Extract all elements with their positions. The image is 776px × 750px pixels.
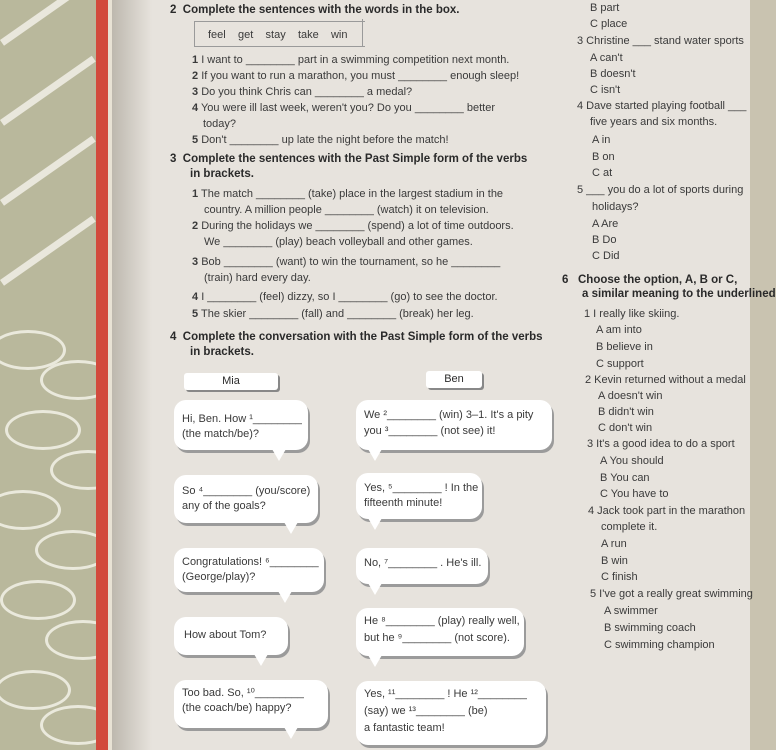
question-cont: five years and six months. xyxy=(590,116,718,128)
question: 3 Christine ___ stand water sports xyxy=(577,35,744,47)
ben-bubble: Yes, ¹¹________ ! He ¹²________ (say) we ¹³________ (be) a fantastic team! xyxy=(356,681,546,745)
option: B swimming coach xyxy=(604,622,696,634)
ex2-item-1: 1 I want to ________ part in a swimming competition next month. xyxy=(192,54,510,66)
option: C place xyxy=(590,18,628,30)
mia-bubble: Hi, Ben. How ¹________ (the match/be)? xyxy=(174,400,308,450)
ex2-item-5: 5 Don't ________ up late the night before the match! xyxy=(192,134,449,146)
option: A can't xyxy=(590,52,623,64)
book-edge xyxy=(96,0,108,750)
ex3-line: 4 I ________ (feel) dizzy, so I ________ (go) to see the doctor. xyxy=(192,291,498,303)
option: B didn't win xyxy=(598,406,654,418)
speaker-mia: Mia xyxy=(184,373,278,390)
option: B Do xyxy=(592,234,617,246)
ex3-line: 5 The skier ________ (fall) and ________ (break) her leg. xyxy=(192,308,474,320)
mia-bubble: Congratulations! ⁶________ (George/play)? xyxy=(174,548,324,592)
ex3-line: country. A million people ________ (watch) it on television. xyxy=(204,204,489,216)
option: A doesn't win xyxy=(598,390,663,402)
option: C swimming champion xyxy=(604,639,715,651)
question: 2 Kevin returned without a medal xyxy=(585,374,746,386)
option: A You should xyxy=(600,455,664,467)
question: 3 It's a good idea to do a sport xyxy=(587,438,735,450)
option: A am into xyxy=(596,324,642,336)
ex3-line: We ________ (play) beach volleyball and other games. xyxy=(204,236,473,248)
option: C finish xyxy=(601,571,638,583)
option: B believe in xyxy=(596,341,653,353)
mia-bubble: How about Tom? xyxy=(174,617,288,655)
ex2-item-4: 4 You were ill last week, weren't you? Do you ________ better xyxy=(192,102,495,114)
ex3-line: (train) hard every day. xyxy=(204,272,311,284)
option: B doesn't xyxy=(590,68,636,80)
ex2-item-4-cont: today? xyxy=(203,118,237,130)
question: 4 Jack took part in the marathon xyxy=(588,505,746,517)
option: C Did xyxy=(592,250,620,262)
ex2-item-3: 3 Do you think Chris can ________ a medal? xyxy=(192,86,413,98)
option: A Are xyxy=(592,218,619,230)
question: 4 Dave started playing football ___ xyxy=(577,100,747,112)
question: 1 I really like skiing. xyxy=(584,308,680,320)
ex3-line: 3 Bob ________ (want) to win the tournament, so he ________ xyxy=(192,256,501,268)
option: C isn't xyxy=(590,84,621,96)
ben-bubble: Yes, ⁵________ ! In the fifteenth minute! xyxy=(356,473,482,519)
ben-bubble: He ⁸________ (play) really well, but he ⁹________ (not score). xyxy=(356,608,524,656)
question-cont: holidays? xyxy=(592,201,639,213)
ex4-title: 4 Complete the conversation with the Past Simple form of the verbs xyxy=(170,331,543,343)
word-box-words: feel get stay take win xyxy=(208,29,348,41)
option: C You have to xyxy=(600,488,669,500)
ben-bubble: No, ⁷________ . He's ill. xyxy=(356,548,488,584)
question-cont: complete it. xyxy=(601,521,658,533)
ex2-title: 2 Complete the sentences with the words in the box. xyxy=(170,4,460,16)
option: B part xyxy=(590,2,620,14)
mia-bubble: Too bad. So, ¹⁰________ (the coach/be) happy? xyxy=(174,680,328,728)
option: B You can xyxy=(600,472,650,484)
option: C support xyxy=(596,358,644,370)
ex6-title: 6 Choose the option, A, B or C, xyxy=(562,274,738,286)
textbook-page: 2 Complete the sentences with the words in the box. feel get stay take win 1 I want to ________ part in a swimming competition next month. 2 If you want to run a marathon, you must ________ enough sleep! 3 Do you think Chris can ________ a medal? 4 You were ill last week, weren't you? Do you ________ better today? 5 Don't ________ up late the night before the match! 3 Complete the sentences with the Past Simple form of the verbs in brackets. 1 The match ________ (take) place in the largest stadium in the country. A million people ________ (watch) it on television. 2 During the holidays we ________ (spend) a lot of time outdoors. We ________ (play) beach volleyball and other games. 3 Bob ________ (want) to win the tournament, so he ________ (train) hard every day. 4 I ________ (feel) dizzy, so I ________ (go) to see the doctor. 5 The skier ________ (fall) and ________ (break) her leg. 4 Complete the conversation with the Past Simple form of the verbs in brackets. Mia Ben Hi, Ben. How ¹________ (the match/be)? So ⁴________ (you/score) any of the goals? Congratulations! ⁶________ (George/play)? How about Tom? Too bad. So, ¹⁰________ (the coach/be) happy? We ²________ (win) 3–1. It's a pity you ³________ (not see) it! Yes, ⁵________ ! In the fifteenth minute! No, ⁷________ . He's ill. He ⁸________ (play) really well, but he ⁹________ (not score). Yes, ¹¹________ ! He ¹²________ (say) we ¹³________ (be) a fantastic team! B part C place 3 Christine ___ stand water sports A can't B doesn't C isn't 4 Dave started playing football ___ five years and six months. A in B on C at 5 ___ you do a lot of sports during holidays? A Are B Do C Did 6 Choose the option, A, B or C, a similar meaning to the underlined 1 I really like skiing. A am into B believe in C support 2 Kevin returned without a medal A doesn't win B didn't win C don't win 3 It's a good idea to do a sport A You should B You can C You have to 4 Jack took part in the marathon complete it. A run B win C finish 5 I've got a really great swimming A swimmer B swimming coach C swimming champion xyxy=(112,0,750,750)
speaker-ben: Ben xyxy=(426,371,482,388)
option: B win xyxy=(601,555,628,567)
option: A swimmer xyxy=(604,605,658,617)
option: C don't win xyxy=(598,422,653,434)
ex3-title: 3 Complete the sentences with the Past Simple form of the verbs xyxy=(170,153,528,165)
mia-bubble: So ⁴________ (you/score) any of the goals? xyxy=(174,475,318,523)
option: A run xyxy=(601,538,627,550)
option: B on xyxy=(592,151,615,163)
ben-bubble: We ²________ (win) 3–1. It's a pity you ³________ (not see) it! xyxy=(356,400,552,450)
ex3-line: 2 During the holidays we ________ (spend) a lot of time outdoors. xyxy=(192,220,514,232)
question: 5 ___ you do a lot of sports during xyxy=(577,184,744,196)
question: 5 I've got a really great swimming xyxy=(590,588,753,600)
ex2-item-2: 2 If you want to run a marathon, you must ________ enough sleep! xyxy=(192,70,520,82)
option: C at xyxy=(592,167,613,179)
ex3-line: 1 The match ________ (take) place in the largest stadium in the xyxy=(192,188,504,200)
option: A in xyxy=(592,134,611,146)
